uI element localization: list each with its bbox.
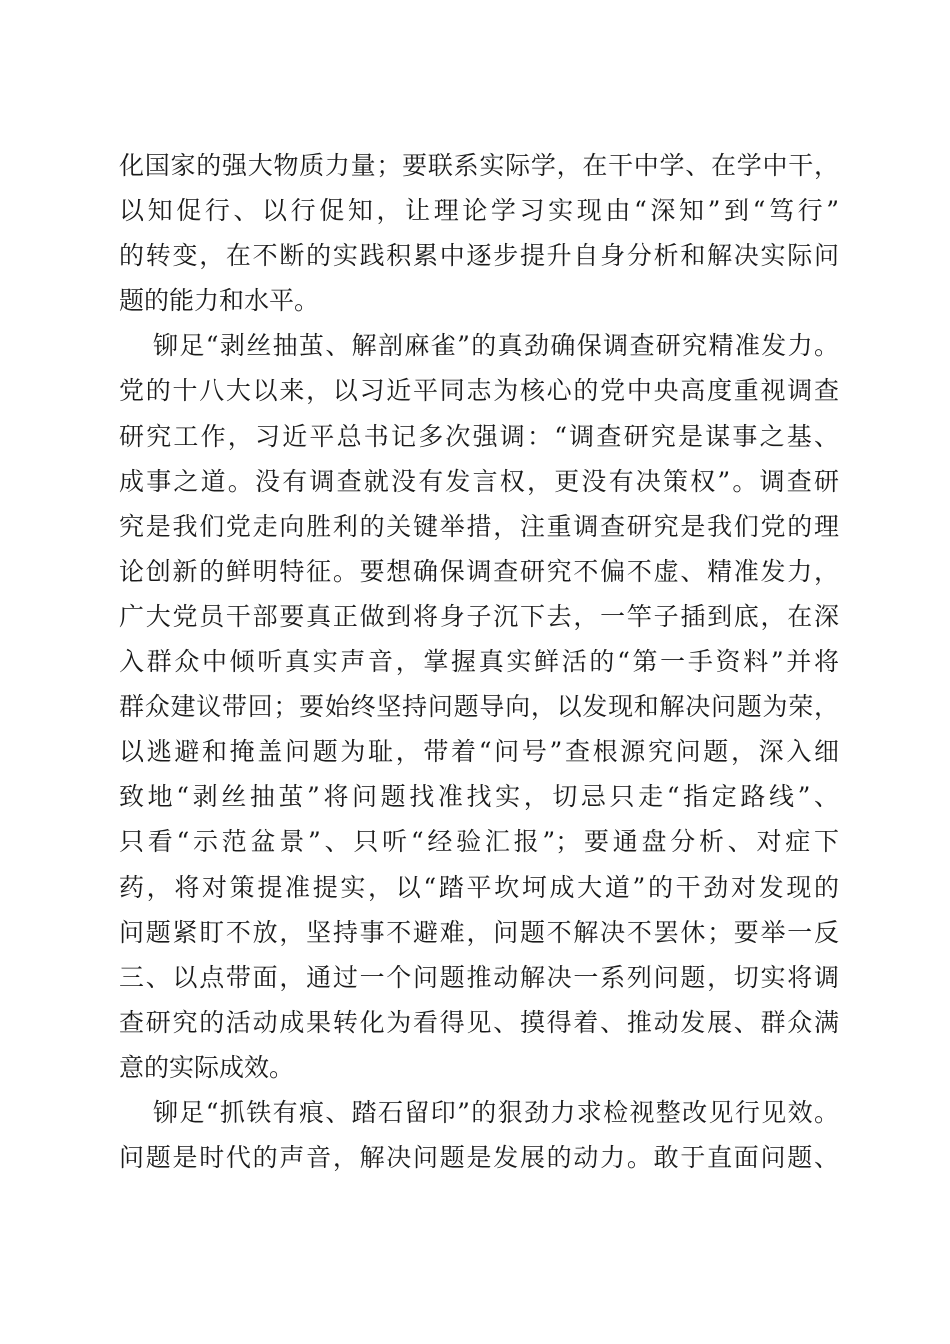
text-line: 题的能力和水平。 xyxy=(119,286,320,316)
text-line: 问题是时代的声音，解决问题是发展的动力。敢于直面问题、 xyxy=(119,1143,839,1173)
text-line: 党的十八大以来，以习近平同志为核心的党中央高度重视调查 xyxy=(119,376,839,406)
text-line: 广大党员干部要真正做到将身子沉下去，一竿子插到底，在深 xyxy=(119,601,839,631)
text-line: 的转变，在不断的实践积累中逐步提升自身分析和解决实际问 xyxy=(119,241,839,271)
section-heading-line: 铆足“剥丝抽茧、解剖麻雀”的真劲确保调查研究精准发力。 xyxy=(153,331,839,361)
text-line: 研究工作，习近平总书记多次强调：“调查研究是谋事之基、 xyxy=(119,421,839,451)
text-line: 意的实际成效。 xyxy=(119,1052,295,1082)
text-line: 入群众中倾听真实声音，掌握真实鲜活的“第一手资料”并将 xyxy=(119,647,839,677)
body-text xyxy=(119,143,839,1180)
text-line: 成事之道。没有调查就没有发言权，更没有决策权”。调查研 xyxy=(119,466,839,496)
text-line: 致地“剥丝抽茧”将问题找准找实，切忌只走“指定路线”、 xyxy=(119,782,839,812)
text-line: 论创新的鲜明特征。要想确保调查研究不偏不虚、精准发力， xyxy=(119,556,839,586)
text-line: 以知促行、以行促知，让理论学习实现由“深知”到“笃行” xyxy=(119,196,839,226)
text-line: 化国家的强大物质力量；要联系实际学，在干中学、在学中干， xyxy=(119,151,839,180)
section-heading-line: 铆足“抓铁有痕、踏石留印”的狠劲力求检视整改见行见效。 xyxy=(153,1097,839,1127)
text-line: 群众建议带回；要始终坚持问题导向，以发现和解决问题为荣， xyxy=(119,692,839,722)
text-line: 三、以点带面，通过一个问题推动解决一系列问题，切实将调 xyxy=(119,962,839,992)
text-line: 查研究的活动成果转化为看得见、摸得着、推动发展、群众满 xyxy=(119,1007,839,1037)
text-line: 究是我们党走向胜利的关键举措，注重调查研究是我们党的理 xyxy=(119,511,839,541)
text-line: 以逃避和掩盖问题为耻，带着“问号”查根源究问题，深入细 xyxy=(119,737,839,767)
text-line: 药，将对策提准提实，以“踏平坎坷成大道”的干劲对发现的 xyxy=(119,872,839,902)
text-line: 问题紧盯不放，坚持事不避难，问题不解决不罢休；要举一反 xyxy=(119,917,839,947)
text-line: 只看“示范盆景”、只听“经验汇报”；要通盘分析、对症下 xyxy=(119,827,839,857)
